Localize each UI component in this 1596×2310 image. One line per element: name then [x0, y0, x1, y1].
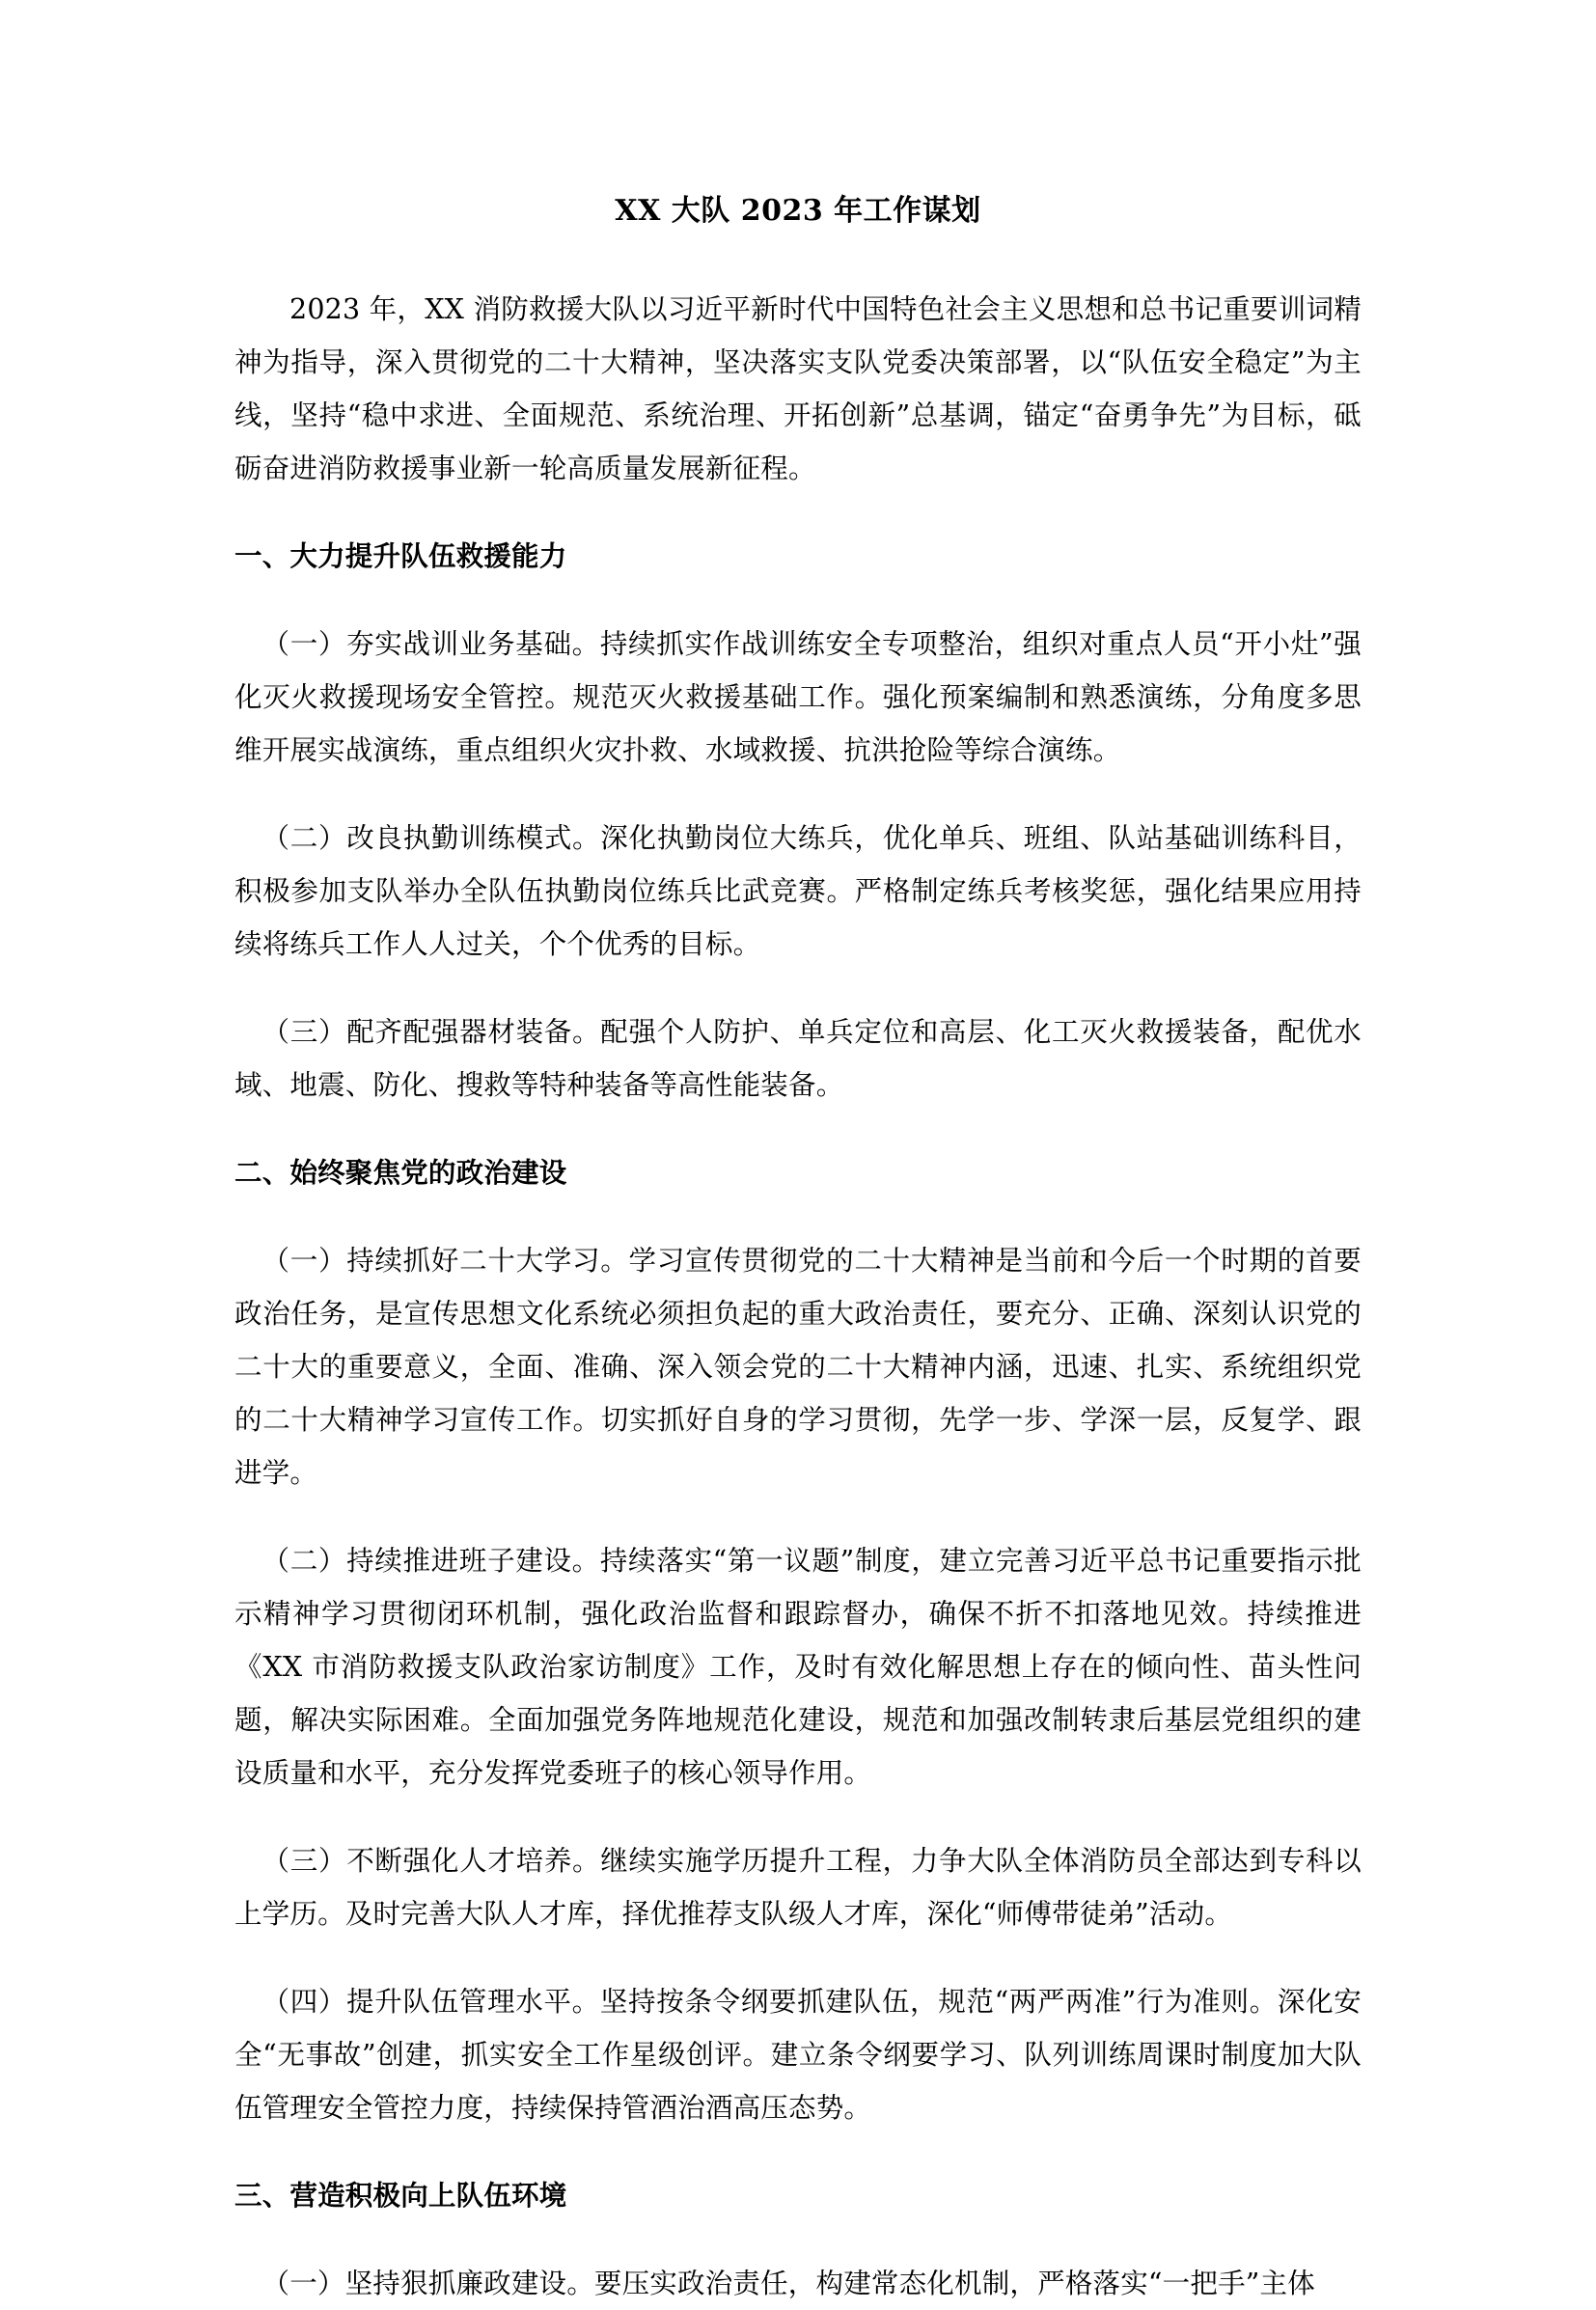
- section-3-item-1: （一）坚持狠抓廉政建设。要压实政治责任，构建常态化机制，严格落实“一把手”主体: [261, 2268, 1315, 2299]
- section-2-item-1: （一）持续抓好二十大学习。学习宣传贯彻党的二十大精神是当前和今后一个时期的首要政治任务，是宣传思想文化系统必须担负起的重大政治责任，要充分、正确、深刻认识党的二十大的重要意义，全面、准确、深入领会党的二十大精神内涵，迅速、扎实、系统组织党的二十大精神学习宣传工作。切实抓好自身的学习贯彻，先学一步、学深一层，反复学、跟进学。: [234, 1245, 1362, 1489]
- section-2-item-4: （四）提升队伍管理水平。坚持按条令纲要抓建队伍，规范“两严两准”行为准则。深化安全“无事故”创建，抓实安全工作星级创评。建立条令纲要学习、队列训练周课时制度加大队伍管理安全管控力度，持续保持管酒治酒高压态势。: [234, 1986, 1362, 2124]
- section-1-item-1: （一）夯实战训业务基础。持续抓实作战训练安全专项整治，组织对重点人员“开小灶”强化灭火救援现场安全管控。规范灭火救援基础工作。强化预案编制和熟悉演练，分角度多思维开展实战演练，重点组织火灾扑救、水域救援、抗洪抢险等综合演练。: [234, 628, 1362, 766]
- section-heading-2: 二、始终聚焦党的政治建设: [234, 1156, 567, 1189]
- section-2-item-3: （三）不断强化人才培养。继续实施学历提升工程，力争大队全体消防员全部达到专科以上学历。及时完善大队人才库，择优推荐支队级人才库，深化“师傅带徒弟”活动。: [234, 1845, 1362, 1930]
- section-heading-3: 三、营造积极向上队伍环境: [234, 2179, 567, 2212]
- section-heading-1: 一、大力提升队伍救援能力: [234, 539, 567, 572]
- page-title: XX 大队 2023 年工作谋划: [615, 194, 981, 228]
- intro-paragraph: 2023 年，XX 消防救援大队以习近平新时代中国特色社会主义思想和总书记重要训词精神为指导，深入贯彻党的二十大精神，坚决落实支队党委决策部署，以“队伍安全稳定”为主线，坚持“稳中求进、全面规范、系统治理、开拓创新”总基调，锚定“奋勇争先”为目标，砥砺奋进消防救援事业新一轮高质量发展新征程。: [234, 293, 1362, 484]
- section-2-item-2: （二）持续推进班子建设。持续落实“第一议题”制度，建立完善习近平总书记重要指示批示精神学习贯彻闭环机制，强化政治监督和跟踪督办，确保不折不扣落地见效。持续推进《XX 市消防救援支队政治家访制度》工作，及时有效化解思想上存在的倾向性、苗头性问题，解决实际困难。全面加强党务阵地规范化建设，规范和加强改制转隶后基层党组织的建设质量和水平，充分发挥党委班子的核心领导作用。: [234, 1545, 1362, 1789]
- section-1-item-3: （三）配齐配强器材装备。配强个人防护、单兵定位和高层、化工灭火救援装备，配优水域、地震、防化、搜救等特种装备等高性能装备。: [234, 1016, 1362, 1101]
- section-1-item-2: （二）改良执勤训练模式。深化执勤岗位大练兵，优化单兵、班组、队站基础训练科目，积极参加支队举办全队伍执勤岗位练兵比武竞赛。严格制定练兵考核奖惩，强化结果应用持续将练兵工作人人过关，个个优秀的目标。: [234, 822, 1362, 960]
